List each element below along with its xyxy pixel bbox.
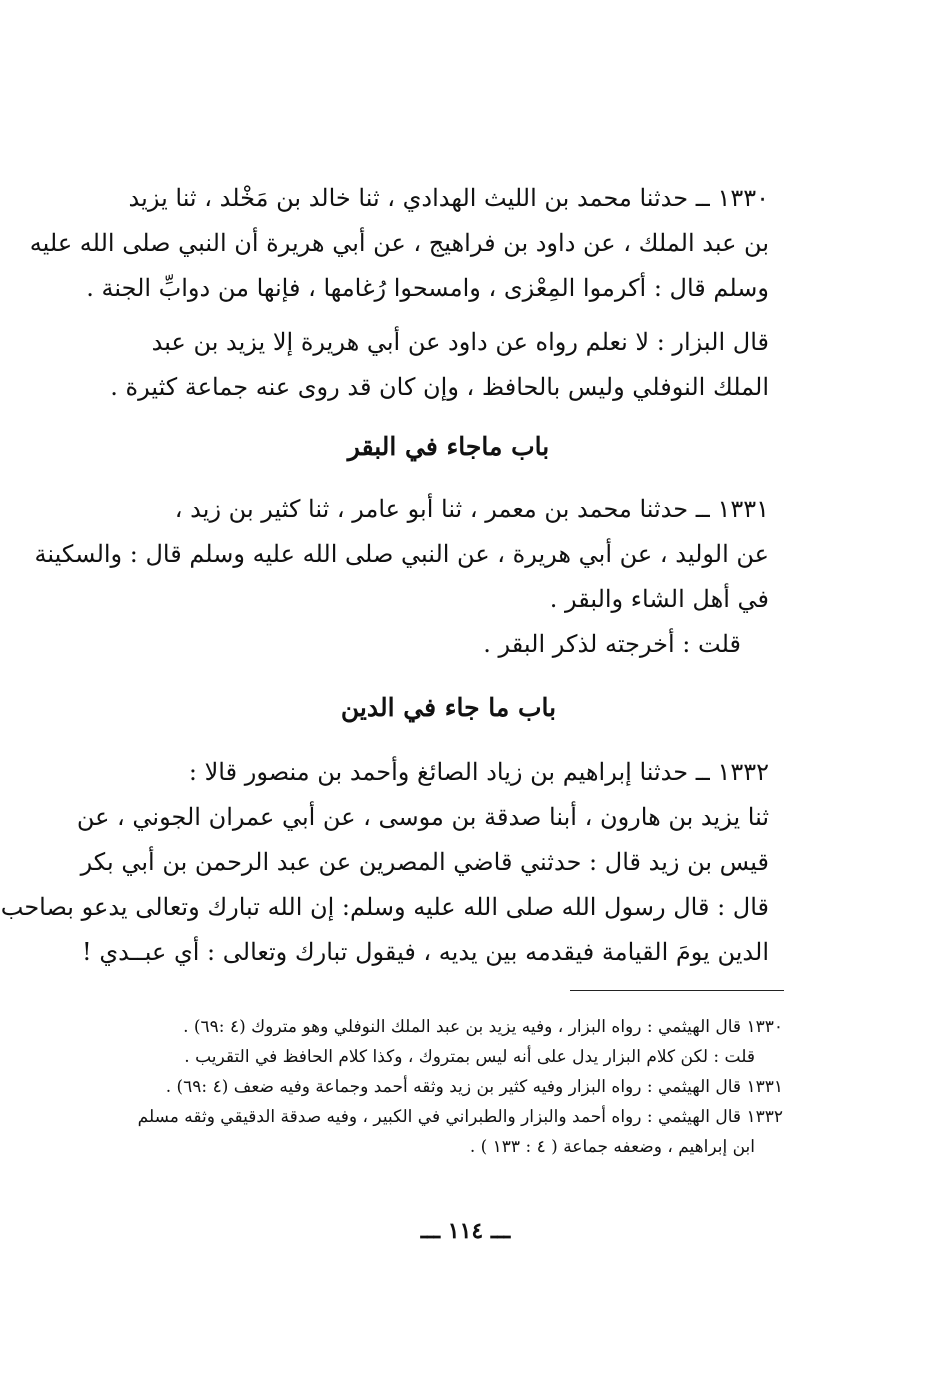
footnote-separator [570, 990, 784, 991]
text-line: قال : قال رسول الله صلى الله عليه وسلم: إن الله تبارك وتعالى يدعو بصاحب [0, 893, 769, 921]
section-heading-cows: باب ماجاء في البقر [347, 432, 550, 461]
footnote-line: ١٣٣٠ قال الهيثمي : رواه البزار ، وفيه يزيد بن عبد الملك النوفلي وهو متروك (٤ :٦٩) . [183, 1017, 783, 1037]
text-line: بن عبد الملك ، عن داود بن فراهيج ، عن أبي هريرة أن النبي صلى الله عليه [29, 229, 769, 257]
text-line: قيس بن زيد قال : حدثني قاضي المصرين عن عبد الرحمن بن أبي بكر [80, 848, 769, 876]
footnote-line: ١٣٣١ قال الهيثمي : رواه البزار وفيه كثير بن زيد وثقه أحمد وجماعة وفيه ضعف (٤ :٦٩) . [165, 1077, 783, 1097]
text-line: قال البزار : لا نعلم رواه عن داود عن أبي هريرة إلا يزيد بن عبد [151, 328, 769, 356]
section-heading-debt: باب ما جاء في الدين [340, 693, 557, 722]
text-line: ثنا يزيد بن هارون ، أبنا صدقة بن موسى ، عن أبي عمران الجوني ، عن [76, 803, 769, 831]
text-line: وسلم قال : أكرموا المِعْزى ، وامسحوا رُغامها ، فإنها من دوابِّ الجنة . [86, 274, 769, 302]
hadith-1330 [29, 176, 769, 311]
hadith-1331 [34, 487, 769, 667]
footnote-line: ١٣٣٢ قال الهيثمي : رواه أحمد والبزار والطبراني في الكبير ، وفيه صدقة الدقيقي وثقه مسلم [137, 1107, 783, 1127]
text-line: ١٣٣٢ ــ حدثنا إبراهيم بن زياد الصائغ وأحمد بن منصور قالا : [188, 758, 769, 786]
text-line: ١٣٣٠ ــ حدثنا محمد بن الليث الهدادي ، ثنا خالد بن مَخْلد ، ثنا يزيد [128, 184, 769, 212]
footnote-line: قلت : لكن كلام البزار يدل على أنه ليس بمتروك ، وكذا كلام الحافظ في التقريب . [184, 1047, 755, 1067]
page-number: ـــ ١١٤ ـــ [420, 1218, 511, 1244]
footnote-line: ابن إبراهيم ، وضعفه جماعة ( ٤ : ١٣٣ ) . [469, 1137, 755, 1157]
bazzar-commentary [110, 320, 769, 410]
text-line: عن الوليد ، عن أبي هريرة ، عن النبي صلى الله عليه وسلم قال : والسكينة [34, 540, 769, 568]
text-line: في أهل الشاء والبقر . [549, 585, 769, 613]
text-line: ١٣٣١ ــ حدثنا محمد بن معمر ، ثنا أبو عامر ، ثنا كثير بن زيد ، [174, 495, 769, 523]
text-line: الدين يومَ القيامة فيقدمه بين يديه ، فيقول تبارك وتعالى : أي عبــدي ! [82, 938, 769, 966]
text-line: الملك النوفلي وليس بالحافظ ، وإن كان قد روى عنه جماعة كثيرة . [110, 373, 769, 401]
text-line: قلت : أخرجته لذكر البقر . [483, 630, 741, 658]
hadith-1332 [0, 750, 769, 975]
footnotes [128, 1012, 783, 1162]
